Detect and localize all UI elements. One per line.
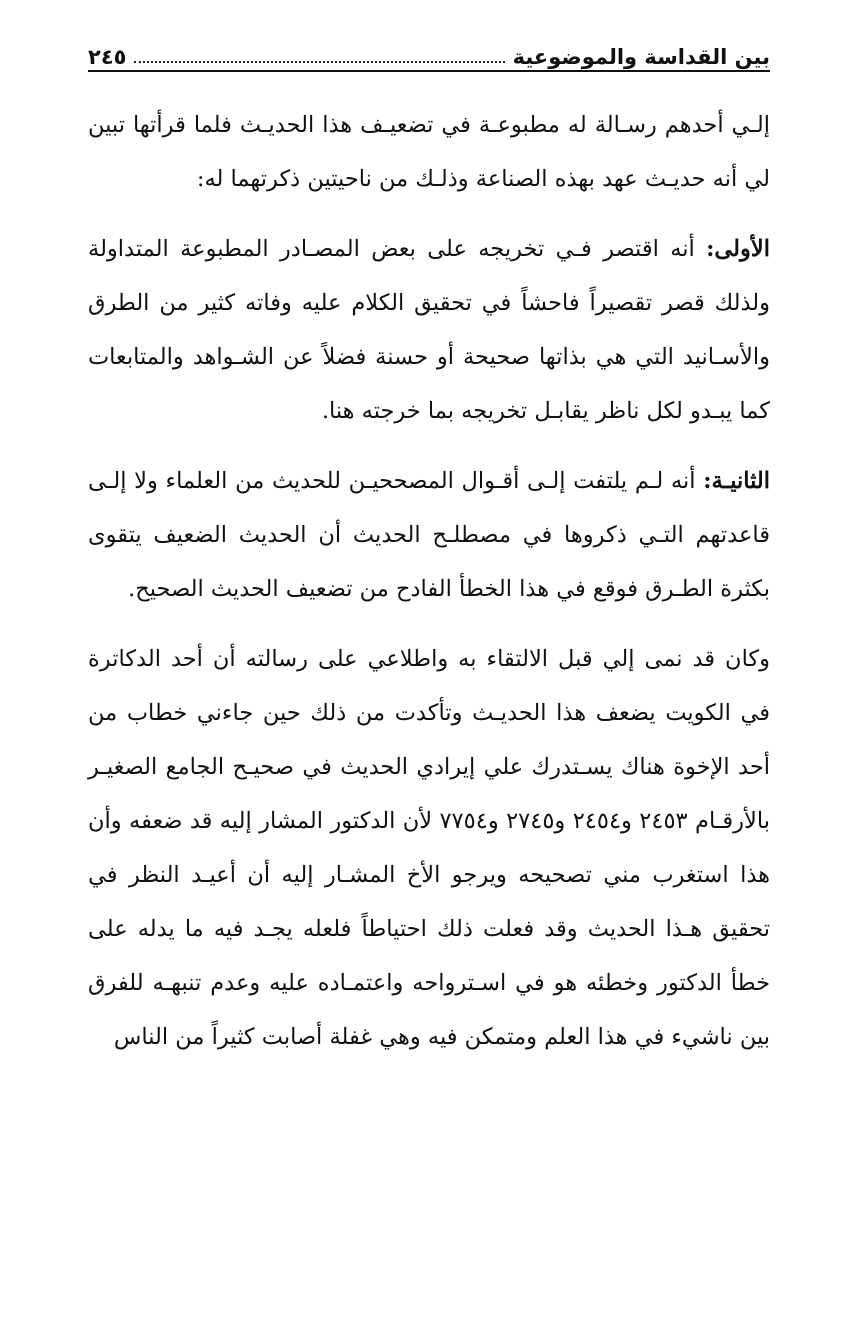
paragraph-text: إلـي أحدهم رسـالة له مطبوعـة في تضعيـف هذا الحديـث فلما قرأتها تبين لي أنه حديـث عهد بهذه الصناعة وذلـك من ناحيتين ذكرتهما له:: [88, 112, 770, 192]
paragraph-lead-word: الأولى:: [706, 236, 770, 262]
paragraph-text: أنه لـم يلتفت إلـى أقـوال المصححيـن للحديث من العلماء ولا إلـى قاعدتهم التـي ذكروها في مصطلـح الحديث أن الحديث الضعيف يتقوى بكثرة الطـرق فوقع في هذا الخطأ الفادح من تضعيف الحديث الصحيح.: [88, 468, 770, 602]
body-text: [88, 98, 770, 1064]
paragraph: [88, 454, 770, 616]
paragraph: [88, 98, 770, 206]
paragraph: [88, 222, 770, 438]
header-title: بين القداسة والموضوعية: [512, 45, 770, 69]
paragraph-text: أنه اقتصر فـي تخريجه على بعض المصـادر المطبوعة المتداولة ولذلك قصر تقصيراً فاحشاً في تحقيق الكلام عليه وفاته كثير من الطرق والأسـانيد التي هي بذاتها صحيحة أو حسنة فضلاً عن الشـواهد والمتابعات كما يبـدو لكل ناظر يقابـل تخريجه بما خرجته هنا.: [88, 236, 770, 424]
paragraph-lead-word: الثانيـة:: [703, 468, 770, 494]
book-page: [88, 30, 770, 1290]
running-header: [88, 30, 770, 72]
page-number: ٢٤٥: [88, 45, 127, 69]
paragraph-text: وكان قد نمى إلي قبل الالتقاء به واطلاعي على رسالته أن أحد الدكاترة في الكويت يضعف هذا الحديـث وتأكدت من ذلك حين جاءني خطاب من أحد الإخوة هناك يسـتدرك علي إيرادي الحديث في صحيـح الجامع الصغيـر بالأرقـام ٢٤٥٣ و٢٤٥٤ و٢٧٤٥ و٧٧٥٤ لأن الدكتور المشار إليه قد ضعفه وأن هذا استغرب مني تصحيحه ويرجو الأخ المشـار إليه أن أعيـد النظر في تحقيق هـذا الحديث وقد فعلت ذلك احتياطاً فلعله يجـد فيه ما يدله على خطأ الدكتور وخطئه هو في اسـترواحه واعتمـاده عليه وعدم تنبهـه للفرق بين ناشيء في هذا العلم ومتمكن فيه وهي غفلة أصابت كثيراً من الناس: [88, 646, 770, 1050]
paragraph: [88, 632, 770, 1064]
header-dot-leader: [134, 61, 504, 63]
